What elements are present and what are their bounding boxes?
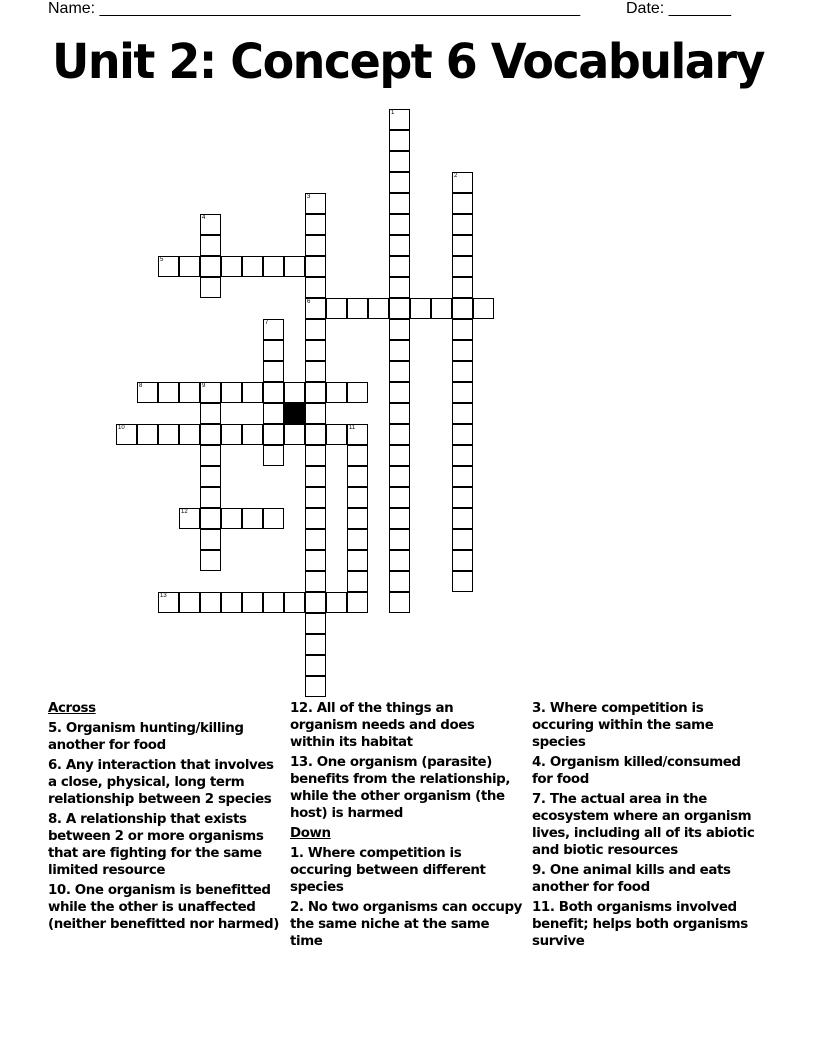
grid-cell[interactable]	[242, 508, 263, 529]
grid-cell[interactable]	[452, 361, 473, 382]
grid-cell[interactable]	[389, 361, 410, 382]
grid-cell[interactable]	[452, 214, 473, 235]
grid-cell[interactable]	[410, 298, 431, 319]
grid-cell[interactable]	[389, 340, 410, 361]
grid-cell[interactable]	[452, 529, 473, 550]
cell-number: 4	[202, 215, 206, 221]
grid-cell[interactable]	[389, 256, 410, 277]
clue-text: All of the things an organism needs and does within its habitat	[290, 701, 475, 750]
grid-cell[interactable]	[200, 424, 221, 445]
grid-cell[interactable]	[347, 550, 368, 571]
grid-cell[interactable]	[305, 214, 326, 235]
grid-cell[interactable]	[452, 571, 473, 592]
cell-number: 6	[307, 299, 311, 305]
grid-cell[interactable]	[305, 466, 326, 487]
page-title: Unit 2: Concept 6 Vocabulary	[52, 32, 764, 90]
grid-cell[interactable]	[179, 256, 200, 277]
grid-cell[interactable]	[347, 571, 368, 592]
grid-cell[interactable]	[389, 151, 410, 172]
grid-cell[interactable]	[242, 424, 263, 445]
clue-down-2	[290, 899, 522, 950]
grid-cell[interactable]	[326, 592, 347, 613]
grid-cell[interactable]	[200, 529, 221, 550]
grid-cell[interactable]	[305, 256, 326, 277]
clue-num: 12.	[290, 701, 313, 716]
grid-cell[interactable]	[389, 487, 410, 508]
clue-text: Where competition is occuring within the same species	[532, 701, 714, 750]
grid-cell[interactable]	[389, 214, 410, 235]
grid-cell[interactable]	[305, 508, 326, 529]
grid-cell[interactable]	[305, 424, 326, 445]
clue-text: Both organisms involved benefit; helps both organisms survive	[532, 900, 748, 949]
grid-cell[interactable]	[452, 508, 473, 529]
grid-cell[interactable]	[200, 550, 221, 571]
grid-cell[interactable]	[200, 277, 221, 298]
grid-cell[interactable]	[389, 529, 410, 550]
clue-text: The actual area in the ecosystem where an organism lives, including all of its abiotic and biotic resources	[532, 792, 755, 858]
grid-cell[interactable]	[347, 298, 368, 319]
grid-cell[interactable]	[305, 634, 326, 655]
grid-cell[interactable]	[284, 382, 305, 403]
grid-cell[interactable]	[221, 256, 242, 277]
date-label-text: Date:	[626, 0, 665, 17]
grid-cell[interactable]	[263, 340, 284, 361]
grid-cell[interactable]	[305, 592, 326, 613]
grid-cell[interactable]	[221, 424, 242, 445]
grid-cell[interactable]	[305, 277, 326, 298]
clue-num: 2.	[290, 900, 304, 915]
grid-cell[interactable]	[242, 256, 263, 277]
clue-down-11	[532, 899, 764, 950]
grid-cell[interactable]	[389, 235, 410, 256]
grid-cell[interactable]	[263, 319, 284, 340]
clue-column-2	[290, 700, 522, 953]
grid-cell[interactable]	[137, 382, 158, 403]
clue-num: 3.	[532, 701, 546, 716]
grid-cell[interactable]	[452, 466, 473, 487]
grid-cell[interactable]	[431, 298, 452, 319]
cell-number: 8	[139, 383, 143, 389]
grid-cell[interactable]	[263, 424, 284, 445]
grid-cell[interactable]	[263, 403, 284, 424]
clue-num: 13.	[290, 755, 313, 770]
clue-across-5	[48, 720, 280, 754]
clue-down-3	[532, 700, 764, 751]
grid-cell[interactable]	[305, 361, 326, 382]
grid-cell[interactable]	[263, 508, 284, 529]
grid-cell[interactable]	[221, 382, 242, 403]
grid-cell[interactable]	[347, 466, 368, 487]
cell-number: 5	[160, 257, 164, 263]
cell-number: 7	[265, 320, 269, 326]
name-label-text: Name:	[48, 0, 96, 17]
grid-cell[interactable]	[116, 424, 137, 445]
grid-cell[interactable]	[347, 445, 368, 466]
clue-text: A relationship that exists between 2 or more organisms that are fighting for the same limited resource	[48, 812, 264, 878]
grid-cell[interactable]	[305, 571, 326, 592]
grid-cell[interactable]	[200, 466, 221, 487]
clue-num: 7.	[532, 792, 546, 807]
name-blank[interactable]: ______________________________________________________	[99, 0, 581, 17]
grid-cell[interactable]	[305, 403, 326, 424]
grid-cell[interactable]	[200, 235, 221, 256]
clue-text: One animal kills and eats another for food	[532, 863, 731, 895]
clue-num: 5.	[48, 721, 62, 736]
grid-cell[interactable]	[305, 319, 326, 340]
clue-across-12	[290, 700, 522, 751]
down-heading: Down	[290, 826, 331, 841]
grid-cell[interactable]	[305, 676, 326, 697]
grid-cell[interactable]	[326, 424, 347, 445]
grid-cell[interactable]	[200, 214, 221, 235]
grid-cell[interactable]	[200, 487, 221, 508]
grid-cell[interactable]	[347, 508, 368, 529]
grid-cell[interactable]	[389, 193, 410, 214]
clue-across-10	[48, 882, 280, 933]
grid-cell[interactable]	[263, 382, 284, 403]
clue-text: Organism killed/consumed for food	[532, 755, 741, 787]
grid-cell[interactable]	[263, 361, 284, 382]
grid-cell[interactable]	[452, 403, 473, 424]
grid-cell[interactable]	[389, 172, 410, 193]
clue-down-4	[532, 754, 764, 788]
grid-cell[interactable]	[305, 382, 326, 403]
clue-text: One organism is benefitted while the other is unaffected (neither benefitted nor harmed)	[48, 883, 279, 932]
grid-cell[interactable]	[200, 403, 221, 424]
grid-cell[interactable]	[137, 424, 158, 445]
grid-cell[interactable]	[242, 592, 263, 613]
grid-cell[interactable]	[179, 592, 200, 613]
grid-cell[interactable]	[368, 298, 389, 319]
grid-cell[interactable]	[452, 445, 473, 466]
grid-cell[interactable]	[389, 130, 410, 151]
cell-number: 12	[181, 509, 188, 515]
clue-across-8	[48, 811, 280, 879]
grid-cell[interactable]	[389, 571, 410, 592]
clue-text: No two organisms can occupy the same niche at the same time	[290, 900, 522, 949]
grid-cell[interactable]	[263, 592, 284, 613]
clue-num: 10.	[48, 883, 71, 898]
grid-cell[interactable]	[326, 298, 347, 319]
grid-cell[interactable]	[452, 298, 473, 319]
grid-cell[interactable]	[305, 298, 326, 319]
grid-cell[interactable]	[305, 235, 326, 256]
grid-cell[interactable]	[389, 382, 410, 403]
grid-cell[interactable]	[452, 193, 473, 214]
grid-cell[interactable]	[389, 445, 410, 466]
grid-cell[interactable]	[452, 277, 473, 298]
across-heading: Across	[48, 701, 96, 716]
grid-cell[interactable]	[305, 655, 326, 676]
grid-cell[interactable]	[389, 109, 410, 130]
grid-cell[interactable]	[473, 298, 494, 319]
grid-cell[interactable]	[347, 592, 368, 613]
clue-down-1	[290, 845, 522, 896]
cell-number: 2	[454, 173, 458, 179]
clue-text: Where competition is occuring between different species	[290, 846, 486, 895]
grid-cell[interactable]	[305, 445, 326, 466]
cell-number: 10	[118, 425, 125, 431]
grid-cell[interactable]	[158, 592, 179, 613]
clue-down-9	[532, 862, 764, 896]
grid-cell[interactable]	[200, 256, 221, 277]
shaded-cell	[284, 403, 305, 424]
grid-cell[interactable]	[200, 508, 221, 529]
grid-cell[interactable]	[326, 382, 347, 403]
clue-across-6	[48, 757, 280, 808]
clue-num: 1.	[290, 846, 304, 861]
grid-cell[interactable]	[452, 319, 473, 340]
grid-cell[interactable]	[200, 592, 221, 613]
clue-num: 11.	[532, 900, 555, 915]
grid-cell[interactable]	[179, 424, 200, 445]
grid-cell[interactable]	[347, 382, 368, 403]
grid-cell[interactable]	[389, 319, 410, 340]
clue-num: 9.	[532, 863, 546, 878]
grid-cell[interactable]	[221, 508, 242, 529]
grid-cell[interactable]	[452, 487, 473, 508]
grid-cell[interactable]	[452, 256, 473, 277]
grid-cell[interactable]	[452, 172, 473, 193]
grid-cell[interactable]	[389, 508, 410, 529]
grid-cell[interactable]	[263, 256, 284, 277]
grid-cell[interactable]	[305, 487, 326, 508]
clue-num: 4.	[532, 755, 546, 770]
grid-cell[interactable]	[221, 592, 242, 613]
grid-cell[interactable]	[389, 550, 410, 571]
cell-number: 11	[349, 425, 356, 431]
grid-cell[interactable]	[389, 424, 410, 445]
grid-cell[interactable]	[347, 424, 368, 445]
grid-cell[interactable]	[452, 550, 473, 571]
grid-cell[interactable]	[347, 529, 368, 550]
grid-cell[interactable]	[305, 550, 326, 571]
grid-cell[interactable]	[284, 424, 305, 445]
grid-cell[interactable]	[158, 424, 179, 445]
cell-number: 9	[202, 383, 206, 389]
grid-cell[interactable]	[158, 256, 179, 277]
clue-across-13	[290, 754, 522, 822]
clue-text: Organism hunting/killing another for food	[48, 721, 244, 753]
clue-column-3	[532, 700, 764, 953]
grid-cell[interactable]	[389, 403, 410, 424]
date-blank[interactable]: _______	[668, 0, 731, 17]
grid-cell[interactable]	[305, 193, 326, 214]
clue-text: One organism (parasite) benefits from the relationship, while the other organism (the host) is harmed	[290, 755, 511, 821]
grid-cell[interactable]	[305, 340, 326, 361]
grid-cell[interactable]	[284, 256, 305, 277]
grid-cell[interactable]	[347, 487, 368, 508]
clue-column-1	[48, 700, 280, 936]
grid-cell[interactable]	[179, 382, 200, 403]
grid-cell[interactable]	[389, 298, 410, 319]
grid-cell[interactable]	[179, 508, 200, 529]
clue-text: Any interaction that involves a close, physical, long term relationship between 2 species	[48, 758, 274, 807]
grid-cell[interactable]	[389, 466, 410, 487]
cell-number: 1	[391, 110, 395, 116]
grid-cell[interactable]	[263, 445, 284, 466]
clue-num: 6.	[48, 758, 62, 773]
grid-cell[interactable]	[158, 382, 179, 403]
grid-cell[interactable]	[242, 382, 263, 403]
grid-cell[interactable]	[200, 445, 221, 466]
grid-cell[interactable]	[452, 235, 473, 256]
grid-cell[interactable]	[452, 424, 473, 445]
grid-cell[interactable]	[389, 592, 410, 613]
grid-cell[interactable]	[305, 613, 326, 634]
grid-cell[interactable]	[284, 592, 305, 613]
grid-cell[interactable]	[389, 277, 410, 298]
grid-cell[interactable]	[452, 382, 473, 403]
cell-number: 13	[160, 593, 167, 599]
cell-number: 3	[307, 194, 311, 200]
grid-cell[interactable]	[305, 529, 326, 550]
clue-num: 8.	[48, 812, 62, 827]
grid-cell[interactable]	[452, 340, 473, 361]
grid-cell[interactable]	[200, 382, 221, 403]
clue-down-7	[532, 791, 764, 859]
